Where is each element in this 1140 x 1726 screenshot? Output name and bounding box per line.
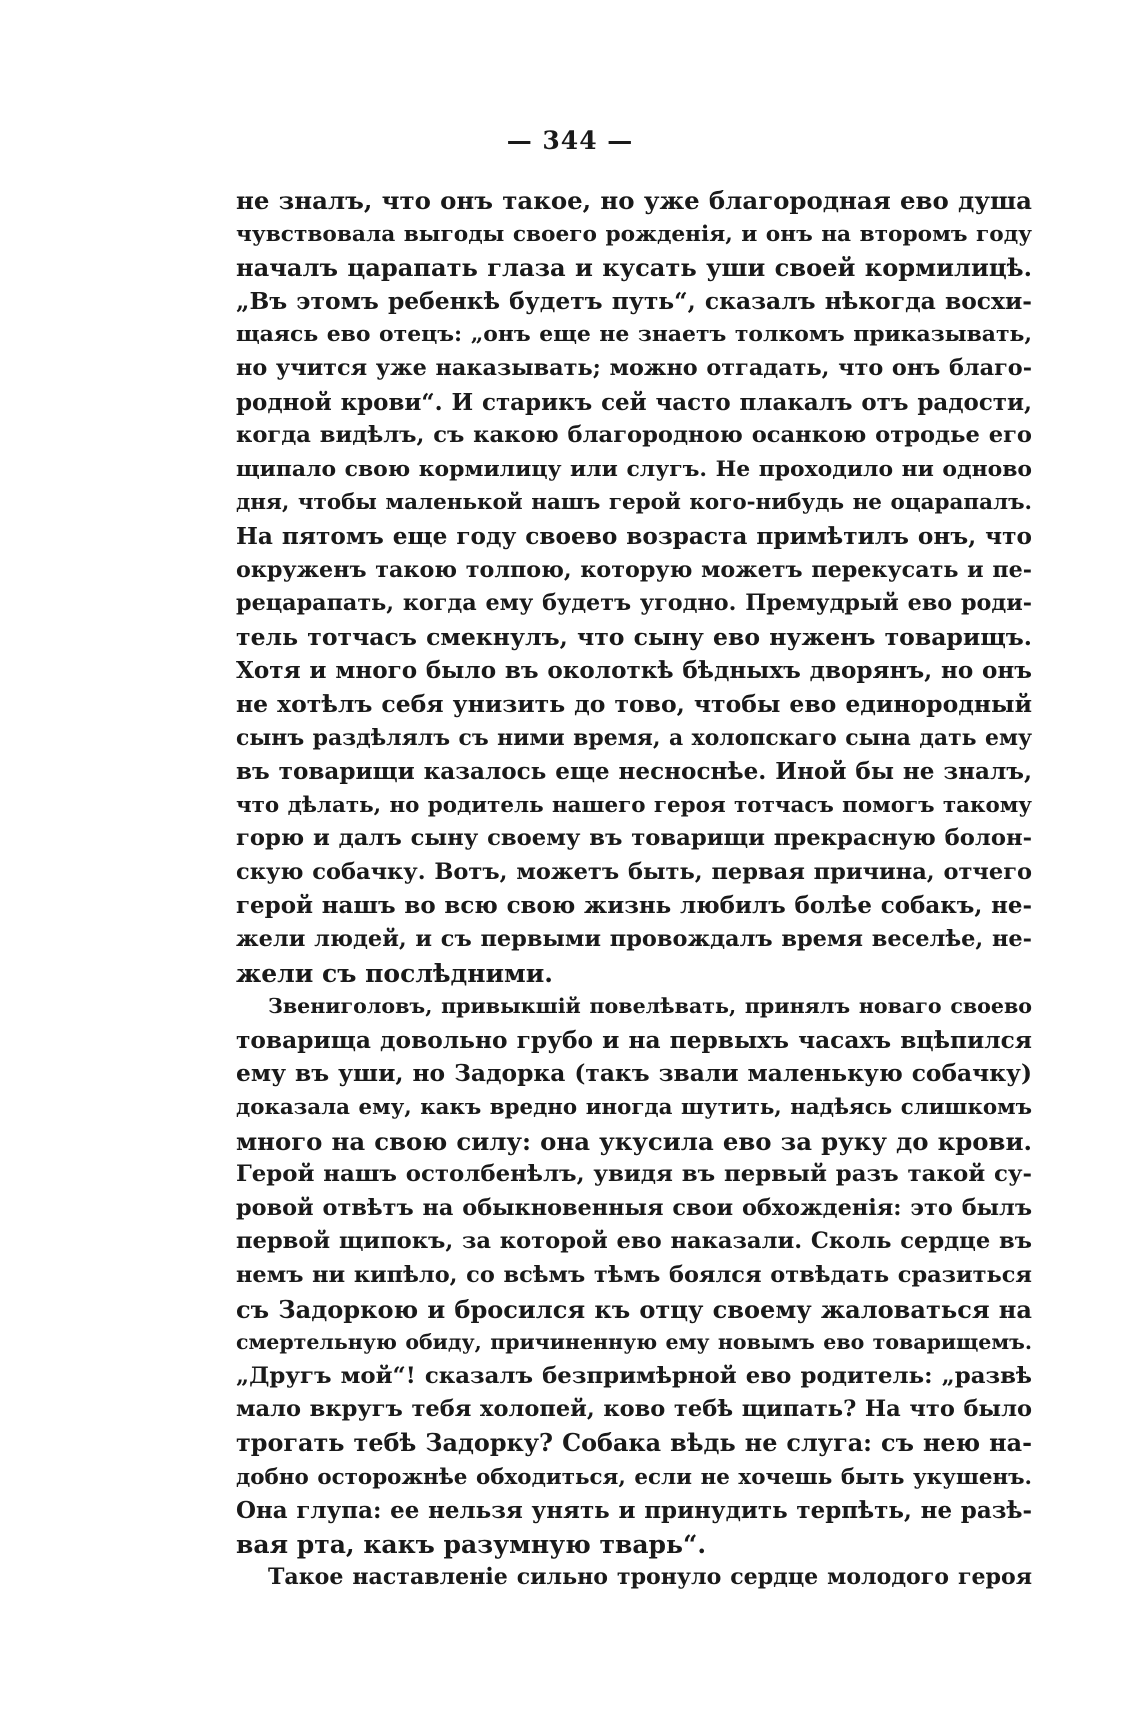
text-line: когда видѣлъ, съ какою благородною осанкою отродье его	[236, 422, 1032, 449]
text-line: На пятомъ еще году своево возраста примѣтилъ онъ, что	[236, 522, 1032, 550]
page-number: — 344 —	[506, 126, 634, 155]
text-line: жели съ послѣдними.	[236, 958, 553, 988]
text-body	[236, 184, 1032, 1595]
text-line: сынъ раздѣлялъ съ ними время, а холопскаго сына дать ему	[236, 724, 1032, 751]
paragraph-3	[236, 1561, 1032, 1595]
text-line: родной крови“. И старикъ сей часто плакалъ отъ радости,	[236, 388, 1032, 416]
text-line: не зналъ, что онъ такое, но уже благородная ево душа	[236, 186, 1032, 215]
text-line: горю и далъ сыну своему въ товарищи прекрасную болон-	[236, 825, 1032, 852]
text-line: немъ ни кипѣло, со всѣмъ тѣмъ боялся отвѣдать сразиться	[236, 1262, 1032, 1288]
text-line: „Въ этомъ ребенкѣ будетъ путь“, сказалъ нѣкогда восхи-	[236, 286, 1032, 315]
text-line: Звениголовъ, привыкшій повелѣвать, принялъ новаго своево	[268, 994, 1032, 1019]
text-line: Она глупа: ее нельзя унять и принудить терпѣть, не разѣ-	[236, 1497, 1032, 1525]
text-line: не хотѣлъ себя унизить до тово, чтобы ево единородный	[236, 689, 1032, 718]
text-line: Герой нашъ остолбенѣлъ, увидя въ первый разъ такой су-	[236, 1161, 1032, 1188]
text-line: Хотя и много было въ околоткѣ бѣдныхъ дворянъ, но онъ	[236, 657, 1032, 685]
text-line: окруженъ такою толпою, которую можетъ перекусать и пе-	[236, 556, 1032, 583]
text-line: мало вкругъ тебя холопей, ково тебѣ щипать? На что было	[236, 1396, 1032, 1423]
text-line: щипало свою кормилицу или слугъ. Не проходило ни одново	[236, 455, 1032, 482]
text-line: доказала ему, какъ вредно иногда шутить, надѣясь слишкомъ	[236, 1095, 1032, 1121]
text-line: много на свою силу: она укусила ево за руку до крови.	[236, 1126, 1032, 1156]
text-line: съ Задоркою и бросился къ отцу своему жаловаться на	[236, 1294, 1032, 1324]
text-line: началъ царапать глаза и кусать уши своей кормилицѣ.	[236, 253, 1032, 283]
text-line: трогать тебѣ Задорку? Собака вѣдь не слуга: съ нею на-	[236, 1428, 1032, 1457]
text-line: вая рта, какъ разумную тварь“.	[236, 1529, 707, 1559]
text-line: ровой отвѣтъ на обыкновенныя свои обхожденія: это былъ	[236, 1194, 1032, 1221]
text-line: рецарапать, когда ему будетъ угодно. Премудрый ево роди-	[236, 590, 1032, 617]
text-line: тель тотчасъ смекнулъ, что сыну ево нуженъ товарищъ.	[236, 622, 1032, 651]
paragraph-1	[236, 184, 1032, 990]
text-line: въ товарищи казалось еще несноснѣе. Иной бы не зналъ,	[236, 758, 1032, 786]
text-line: „Другъ мой“! сказалъ безпримѣрной ево родитель: „развѣ	[236, 1362, 1032, 1389]
text-line: скую собачку. Вотъ, можетъ быть, первая причина, отчего	[236, 858, 1032, 885]
text-line: смертельную обиду, причиненную ему новымъ ево товарищемъ.	[236, 1330, 1032, 1355]
text-line: чувствовала выгоды своего рожденія, и онъ на второмъ году	[236, 221, 1032, 247]
text-line: но учится уже наказывать; можно отгадать, что онъ благо-	[236, 354, 1032, 381]
paragraph-2	[236, 990, 1032, 1561]
text-line: что дѣлать, но родитель нашего героя тотчасъ помогъ такому	[236, 792, 1032, 818]
text-line: первой щипокъ, за которой ево наказали. Сколь сердце въ	[236, 1228, 1032, 1255]
text-line: Такое наставленіе сильно тронуло сердце молодого героя	[268, 1564, 1032, 1591]
text-line: дня, чтобы маленькой нашъ герой кого-нибудь не оцарапалъ.	[236, 490, 1032, 516]
text-line: щаясь ево отецъ: „онъ еще не знаетъ толкомъ приказывать,	[236, 321, 1032, 348]
text-line: добно осторожнѣе обходиться, если не хочешь быть укушенъ.	[236, 1464, 1032, 1490]
text-line: ему въ уши, но Задорка (такъ звали маленькую собачку)	[236, 1060, 1032, 1088]
text-line: герой нашъ во всю свою жизнь любилъ болѣе собакъ, не-	[236, 892, 1032, 920]
text-line: товарища довольно грубо и на первыхъ часахъ вцѣпился	[236, 1026, 1032, 1054]
text-line: жели людей, и съ первыми провождалъ время веселѣе, не-	[236, 926, 1032, 953]
